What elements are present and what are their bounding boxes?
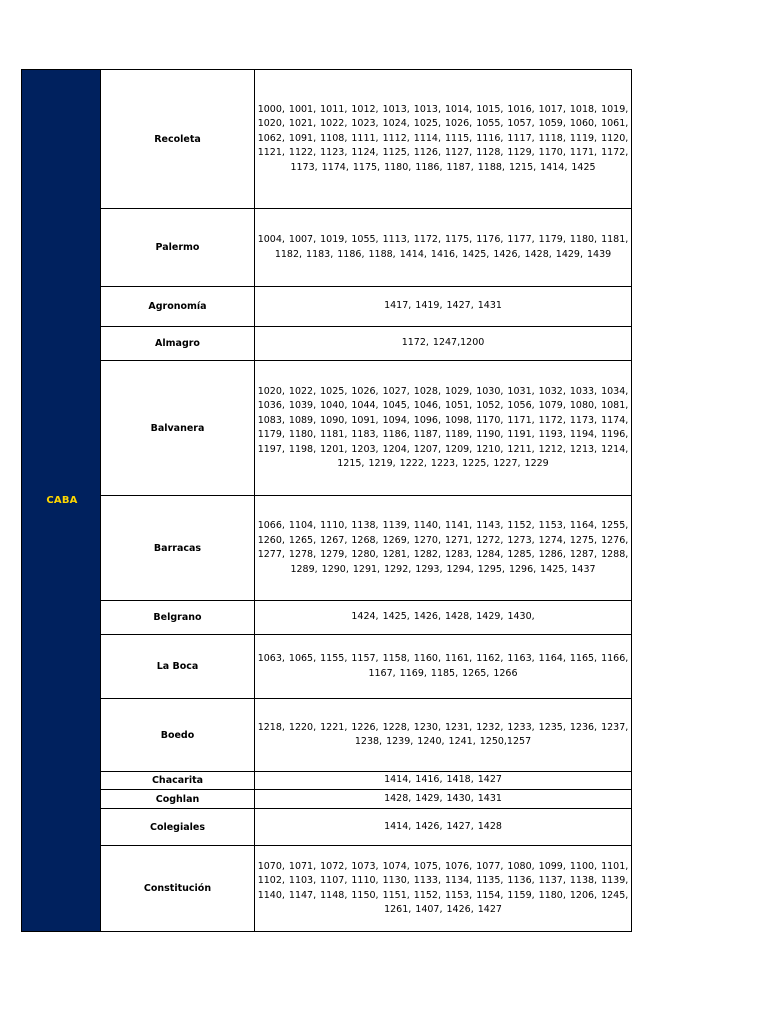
postal-codes: 1428, 1429, 1430, 1431 [384,792,502,804]
table-row [101,209,631,287]
postal-codes: 1020, 1022, 1025, 1026, 1027, 1028, 1029, 1030, 1031, 1032, 1033, 1034, 1036, 1039, 1040, 1044, 1045, 1046, 1051, 1052, 1056, 1079, 1080, 1081, 1083, 1089, 1090, 1091, 1094, 1096, 1098, 1170, 1171, 1172, 1173, 1174, 1179, 1180, 1181, 1183, 1186, 1187, 1189, 1190, 1191, 1193, 1194, 1196, 1197, 1198, 1201, 1203, 1204, 1207, 1209, 1210, 1211, 1212, 1213, 1214, 1215, 1219, 1222, 1223, 1225, 1227, 1229 [257,385,629,469]
neighborhood-name: Chacarita [101,772,255,789]
neighborhood-name: Agronomía [101,287,255,326]
table-row [101,790,631,809]
table-row [101,70,631,209]
postal-codes: 1063, 1065, 1155, 1157, 1158, 1160, 1161, 1162, 1163, 1164, 1165, 1166, 1167, 1169, 1185, 1265, 1266 [257,653,629,679]
neighborhood-name: Barracas [101,496,255,600]
neighborhood-name: La Boca [101,635,255,698]
neighborhood-name: Constitución [101,846,255,931]
postal-code-table [21,69,632,932]
table-row [101,809,631,846]
table-row [101,601,631,635]
table-row [101,846,631,931]
neighborhood-rows [101,70,631,931]
table-row [101,327,631,361]
table-row [101,635,631,699]
postal-codes: 1070, 1071, 1072, 1073, 1074, 1075, 1076, 1077, 1080, 1099, 1100, 1101, 1102, 1103, 1107, 1110, 1130, 1133, 1134, 1135, 1136, 1137, 1138, 1139, 1140, 1147, 1148, 1150, 1151, 1152, 1153, 1154, 1159, 1180, 1206, 1245, 1261, 1407, 1426, 1427 [257,860,629,915]
table-row [101,496,631,601]
postal-codes: 1417, 1419, 1427, 1431 [384,300,502,312]
postal-codes: 1424, 1425, 1426, 1428, 1429, 1430, [351,611,535,623]
postal-codes: 1066, 1104, 1110, 1138, 1139, 1140, 1141, 1143, 1152, 1153, 1164, 1255, 1260, 1265, 1267, 1268, 1269, 1270, 1271, 1272, 1273, 1274, 1275, 1276, 1277, 1278, 1279, 1280, 1281, 1282, 1283, 1284, 1285, 1286, 1287, 1288, 1289, 1290, 1291, 1292, 1293, 1294, 1295, 1296, 1425, 1437 [257,520,629,575]
table-row [101,772,631,790]
postal-codes: 1000, 1001, 1011, 1012, 1013, 1013, 1014, 1015, 1016, 1017, 1018, 1019, 1020, 1021, 1022, 1023, 1024, 1025, 1026, 1055, 1057, 1059, 1060, 1061, 1062, 1091, 1108, 1111, 1112, 1114, 1115, 1116, 1117, 1118, 1119, 1120, 1121, 1122, 1123, 1124, 1125, 1126, 1127, 1128, 1129, 1170, 1171, 1172, 1173, 1174, 1175, 1180, 1186, 1187, 1188, 1215, 1414, 1425 [257,103,629,173]
table-row [101,361,631,496]
table-row [101,287,631,327]
neighborhood-name: Balvanera [101,361,255,495]
postal-codes: 1172, 1247,1200 [401,337,485,349]
postal-codes: 1218, 1220, 1221, 1226, 1228, 1230, 1231, 1232, 1233, 1235, 1236, 1237, 1238, 1239, 1240, 1241, 1250,1257 [257,721,629,747]
neighborhood-name: Boedo [101,699,255,771]
neighborhood-name: Almagro [101,327,255,360]
neighborhood-name: Recoleta [101,70,255,208]
postal-codes: 1414, 1416, 1418, 1427 [384,774,502,786]
postal-codes: 1004, 1007, 1019, 1055, 1113, 1172, 1175, 1176, 1177, 1179, 1180, 1181, 1182, 1183, 1186, 1188, 1414, 1416, 1425, 1426, 1428, 1429, 1439 [257,234,629,260]
neighborhood-name: Coghlan [101,790,255,808]
region-cell [22,70,101,931]
neighborhood-name: Palermo [101,209,255,286]
region-label: CABA [46,495,78,506]
table-row [101,699,631,772]
neighborhood-name: Belgrano [101,601,255,634]
postal-codes: 1414, 1426, 1427, 1428 [384,820,502,832]
neighborhood-name: Colegiales [101,809,255,845]
